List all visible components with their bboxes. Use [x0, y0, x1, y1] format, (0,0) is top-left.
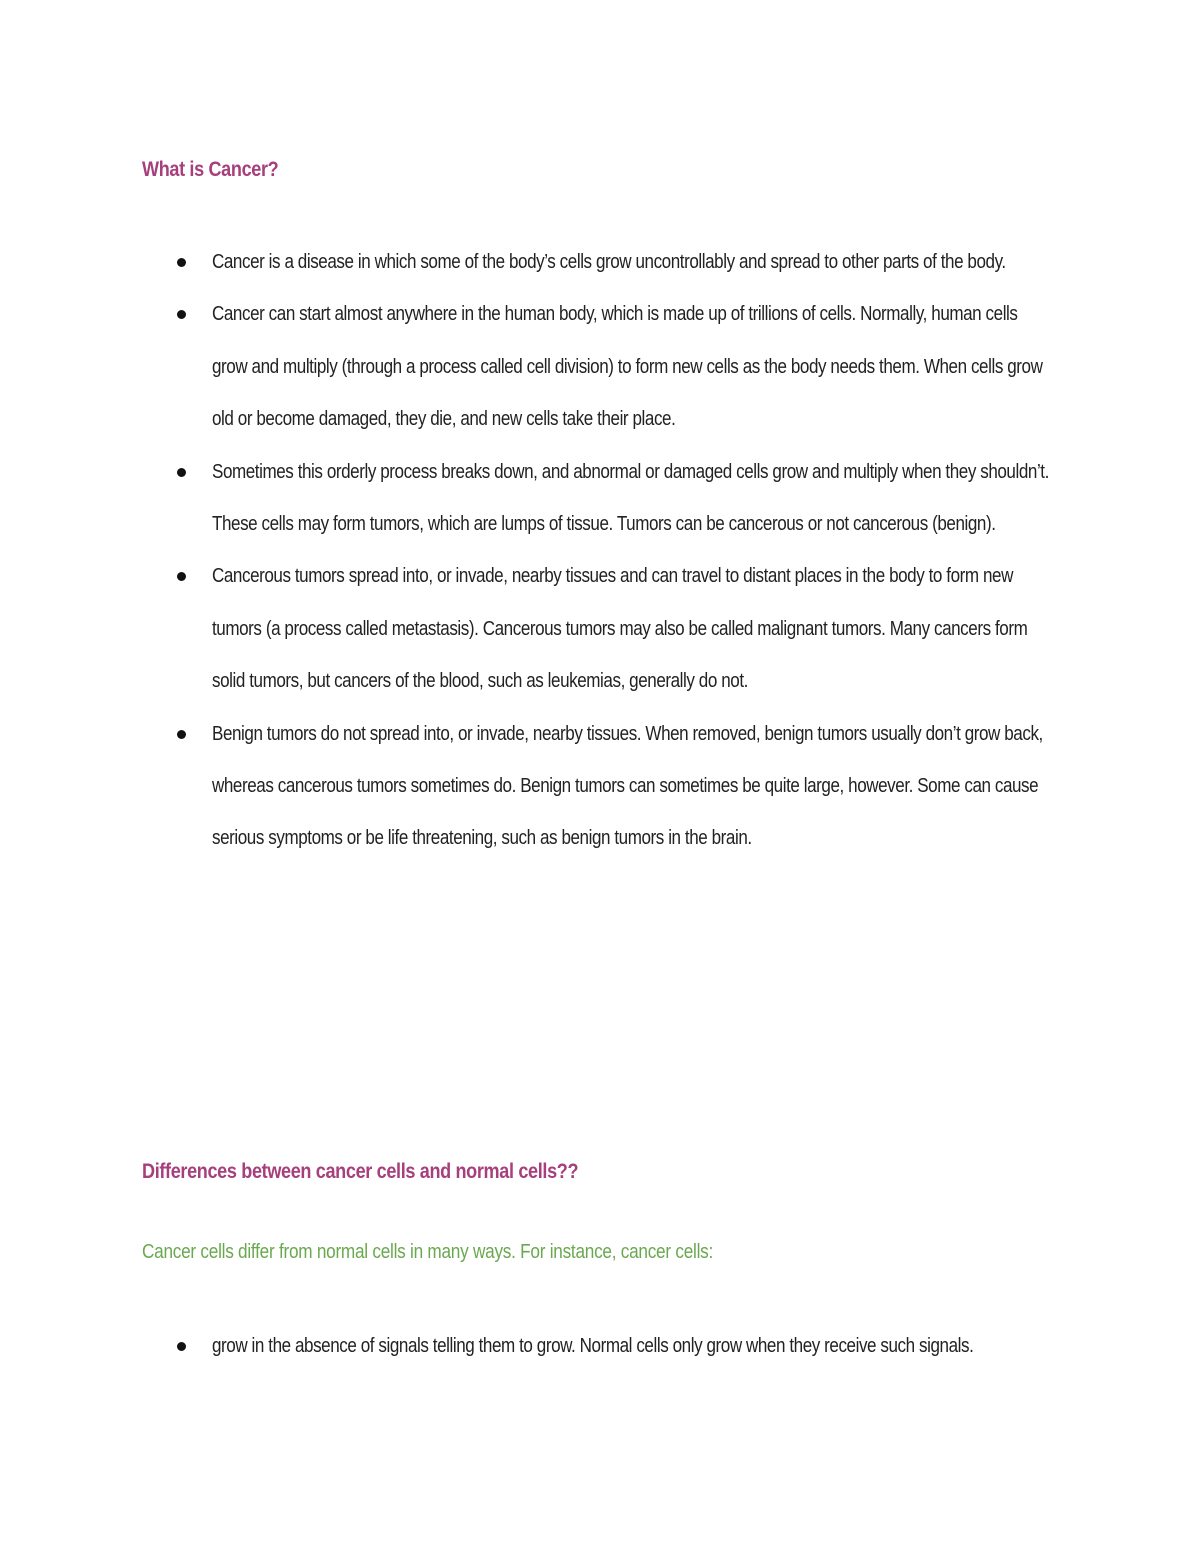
bullet-icon	[177, 572, 186, 581]
list-item-text: Cancerous tumors spread into, or invade, nearby tissues and can travel to distant places in the body to form new tumors (a process called metastasis). Cancerous tumors may also be called malignant tumors. Many cancers form solid tumors, but cancers of the blood, such as leukemias, generally do not.	[212, 565, 1028, 693]
list-item	[0, 1320, 1200, 1372]
bullet-list-what-is-cancer	[0, 236, 1200, 865]
list-item	[0, 288, 1200, 445]
list-item-text: Cancer can start almost anywhere in the human body, which is made up of trillions of cells. Normally, human cells grow and multiply (through a process called cell division) to form new cells as the body needs them. When cells grow old or become damaged, they die, and new cells take their place.	[212, 303, 1043, 431]
list-item-text: grow in the absence of signals telling them to grow. Normal cells only grow when they receive such signals.	[212, 1335, 974, 1357]
list-item-text: Sometimes this orderly process breaks down, and abnormal or damaged cells grow and multiply when they shouldn’t. These cells may form tumors, which are lumps of tissue. Tumors can be cancerous or not cancerous (benign).	[212, 460, 1049, 536]
bullet-icon	[177, 1342, 186, 1351]
list-item	[0, 446, 1200, 551]
heading-differences: Differences between cancer cells and normal cells??	[142, 1160, 579, 1183]
list-item	[0, 708, 1200, 865]
bullet-icon	[177, 730, 186, 739]
bullet-icon	[177, 468, 186, 477]
list-item-text: Cancer is a disease in which some of the body’s cells grow uncontrollably and spread to other parts of the body.	[212, 251, 1006, 273]
bullet-icon	[177, 258, 186, 267]
intro-differences: Cancer cells differ from normal cells in many ways. For instance, cancer cells:	[142, 1241, 713, 1263]
list-item	[0, 236, 1200, 288]
heading-what-is-cancer: What is Cancer?	[142, 158, 279, 181]
list-item-text: Benign tumors do not spread into, or invade, nearby tissues. When removed, benign tumors usually don’t grow back, whereas cancerous tumors sometimes do. Benign tumors can sometimes be quite large, however. Some can cause serious symptoms or be life threatening, such as benign tumors in the brain.	[212, 722, 1043, 850]
bullet-icon	[177, 310, 186, 319]
list-item	[0, 550, 1200, 707]
bullet-list-differences	[0, 1320, 1200, 1372]
